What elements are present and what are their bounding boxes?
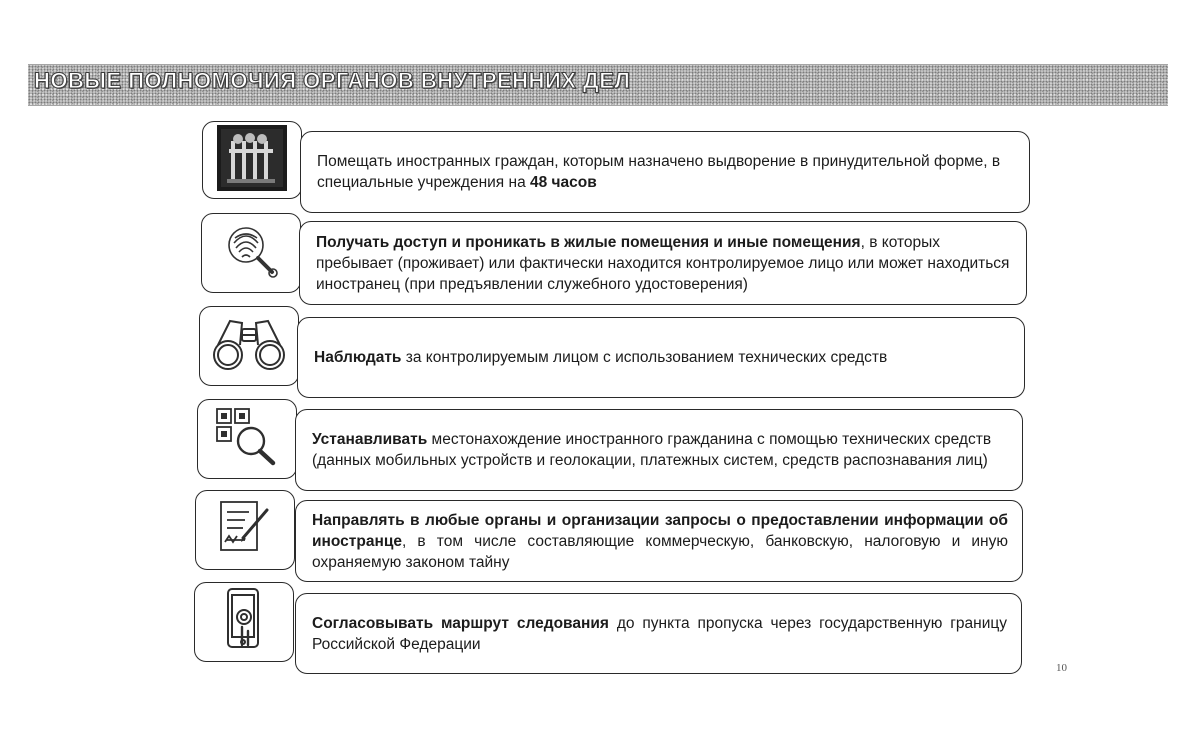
item-text: за контролируемым лицом с использованием технических средств: [401, 349, 888, 366]
item-text: , в том числе составляющие коммерческую, банковскую, налоговую и иную охраняемую законом тайну: [312, 532, 1008, 571]
page-number: 10: [1056, 662, 1067, 674]
text-panel: [299, 221, 1027, 305]
phone-location-icon: [222, 587, 266, 658]
text-panel: [295, 500, 1023, 582]
icon-frame: [195, 490, 295, 570]
item-bold: Направлять в любые органы и организации запросы о предоставлении информации об иностранце: [312, 511, 1008, 550]
item-text: Помещать иностранных граждан, которым назначено выдворение в принудительной форме, в специальные учреждения на: [317, 153, 1001, 191]
list-item: [199, 306, 1025, 398]
banner: [28, 64, 1168, 106]
item-bold: Наблюдать: [314, 349, 402, 366]
icon-frame: [197, 399, 297, 479]
icon-frame: [194, 582, 294, 662]
list-item: [197, 399, 1023, 491]
list-item: [195, 490, 1023, 582]
prison-bars-icon: [217, 125, 287, 196]
item-bold-tail: 48 часов: [530, 174, 597, 191]
text-panel: [295, 593, 1022, 674]
banner-title: НОВЫЕ ПОЛНОМОЧИЯ ОРГАНОВ ВНУТРЕННИХ ДЕЛ: [34, 68, 631, 93]
text-panel: [300, 131, 1030, 213]
item-text: до пункта пропуска через государственную границу Российской Федерации: [312, 614, 1007, 653]
item-text: , в которых пребывает (проживает) или фактически находится контролируемое лицо или может находиться иностранец (при предъявлении служебного удостоверения): [316, 233, 1010, 293]
icon-frame: [201, 213, 301, 293]
text-panel: [297, 317, 1025, 398]
document-pen-icon: [215, 498, 275, 563]
qr-search-icon: [215, 407, 279, 472]
icon-frame: [199, 306, 299, 386]
binoculars-icon: [210, 315, 288, 378]
item-bold: Получать доступ и проникать в жилые помещения и иные помещения: [316, 233, 861, 251]
item-bold: Устанавливать: [312, 431, 428, 448]
icon-frame: [202, 121, 302, 199]
list-item: [202, 121, 1030, 213]
fingerprint-magnifier-icon: [220, 221, 282, 286]
item-bold: Согласовывать маршрут следования: [312, 614, 609, 632]
list-item: [201, 213, 1027, 305]
text-panel: [295, 409, 1023, 491]
item-text: местонахождение иностранного гражданина с помощью технических средств (данных мобильных устройств и геолокации, платежных систем, средств распознавания лиц): [312, 431, 992, 469]
list-item: [194, 582, 1022, 674]
